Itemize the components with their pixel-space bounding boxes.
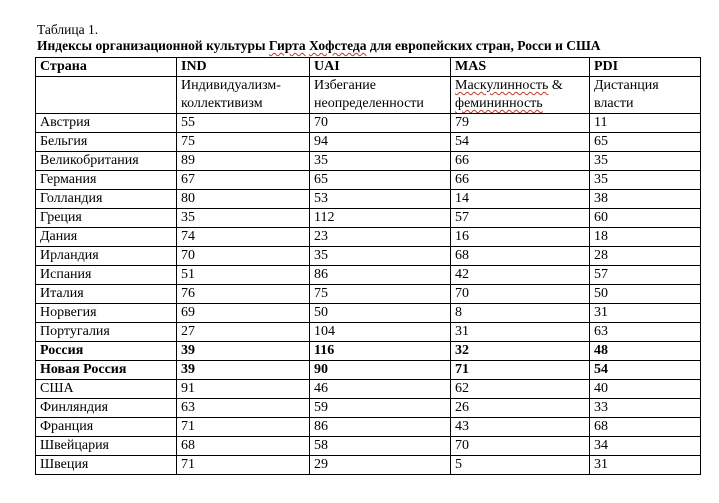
header-country: Страна	[36, 58, 177, 77]
uai-cell: 58	[310, 437, 451, 456]
header-pdi: PDI	[590, 58, 701, 77]
pdi-cell: 40	[590, 380, 701, 399]
ind-cell: 27	[177, 323, 310, 342]
country-cell: Италия	[36, 285, 177, 304]
pdi-cell: 31	[590, 304, 701, 323]
uai-cell: 94	[310, 133, 451, 152]
pdi-cell: 38	[590, 190, 701, 209]
table-row	[36, 380, 701, 399]
ind-cell: 80	[177, 190, 310, 209]
table-row	[36, 418, 701, 437]
country-cell: Дания	[36, 228, 177, 247]
pdi-cell: 60	[590, 209, 701, 228]
mas-cell: 57	[451, 209, 590, 228]
ind-cell: 69	[177, 304, 310, 323]
country-cell: Швейцария	[36, 437, 177, 456]
ind-cell: 71	[177, 456, 310, 475]
header-mas: MAS	[451, 58, 590, 77]
uai-cell: 46	[310, 380, 451, 399]
pdi-cell: 33	[590, 399, 701, 418]
pdi-cell: 35	[590, 171, 701, 190]
ind-cell: 76	[177, 285, 310, 304]
mas-ampersand: &	[548, 78, 563, 93]
table-row	[36, 114, 701, 133]
title-text-before: Индексы организационной культуры	[37, 38, 269, 53]
country-cell: Испания	[36, 266, 177, 285]
country-cell: Финляндия	[36, 399, 177, 418]
ind-cell: 39	[177, 361, 310, 380]
ind-cell: 68	[177, 437, 310, 456]
country-cell: Великобритания	[36, 152, 177, 171]
table-title	[37, 38, 601, 54]
table-row	[36, 285, 701, 304]
uai-cell: 50	[310, 304, 451, 323]
uai-cell: 35	[310, 152, 451, 171]
uai-cell: 29	[310, 456, 451, 475]
mas-cell: 70	[451, 437, 590, 456]
table-row	[36, 399, 701, 418]
mas-cell: 79	[451, 114, 590, 133]
country-cell: Греция	[36, 209, 177, 228]
title-name-gert: Гирта	[268, 38, 306, 53]
pdi-cell: 63	[590, 323, 701, 342]
header-row	[36, 58, 701, 77]
pdi-cell: 18	[590, 228, 701, 247]
country-cell: Новая Россия	[36, 361, 177, 380]
country-cell: Франция	[36, 418, 177, 437]
ind-cell: 91	[177, 380, 310, 399]
subheader-row	[36, 77, 701, 114]
subheader-ind: Индивидуализм-коллективизм	[177, 77, 310, 114]
ind-cell: 75	[177, 133, 310, 152]
uai-cell: 112	[310, 209, 451, 228]
hofstede-index-table	[35, 57, 701, 475]
pdi-cell: 65	[590, 133, 701, 152]
mas-cell: 26	[451, 399, 590, 418]
ind-cell: 39	[177, 342, 310, 361]
uai-cell: 86	[310, 266, 451, 285]
table-row	[36, 152, 701, 171]
country-cell: США	[36, 380, 177, 399]
mas-cell: 66	[451, 152, 590, 171]
uai-cell: 116	[310, 342, 451, 361]
table-row	[36, 247, 701, 266]
ind-cell: 70	[177, 247, 310, 266]
mas-cell: 42	[451, 266, 590, 285]
table-row	[36, 437, 701, 456]
mas-cell: 14	[451, 190, 590, 209]
header-uai: UAI	[310, 58, 451, 77]
country-cell: Германия	[36, 171, 177, 190]
subheader-pdi: Дистанция власти	[590, 77, 701, 114]
ind-cell: 63	[177, 399, 310, 418]
header-ind: IND	[177, 58, 310, 77]
subheader-uai: Избегание неопределенности	[310, 77, 451, 114]
mas-cell: 16	[451, 228, 590, 247]
country-cell: Норвегия	[36, 304, 177, 323]
mas-cell: 66	[451, 171, 590, 190]
country-cell: Бельгия	[36, 133, 177, 152]
uai-cell: 65	[310, 171, 451, 190]
uai-cell: 53	[310, 190, 451, 209]
country-cell: Ирландия	[36, 247, 177, 266]
country-cell: Португалия	[36, 323, 177, 342]
pdi-cell: 31	[590, 456, 701, 475]
country-cell: Голландия	[36, 190, 177, 209]
title-name-hofstede: Хофстеда	[309, 38, 367, 53]
table-row	[36, 323, 701, 342]
table-row	[36, 133, 701, 152]
pdi-cell: 57	[590, 266, 701, 285]
mas-cell: 62	[451, 380, 590, 399]
table-row	[36, 228, 701, 247]
ind-cell: 67	[177, 171, 310, 190]
table-row	[36, 190, 701, 209]
mas-cell: 5	[451, 456, 590, 475]
mas-cell: 43	[451, 418, 590, 437]
ind-cell: 35	[177, 209, 310, 228]
country-cell: Австрия	[36, 114, 177, 133]
mas-cell: 32	[451, 342, 590, 361]
uai-cell: 23	[310, 228, 451, 247]
pdi-cell: 50	[590, 285, 701, 304]
uai-cell: 104	[310, 323, 451, 342]
pdi-cell: 11	[590, 114, 701, 133]
uai-cell: 75	[310, 285, 451, 304]
mas-cell: 31	[451, 323, 590, 342]
mas-cell: 71	[451, 361, 590, 380]
table-body	[36, 114, 701, 475]
country-cell: Россия	[36, 342, 177, 361]
subheader-mas	[451, 77, 590, 114]
table-row	[36, 266, 701, 285]
pdi-cell: 54	[590, 361, 701, 380]
uai-cell: 90	[310, 361, 451, 380]
subheader-empty	[36, 77, 177, 114]
table-row	[36, 456, 701, 475]
mas-word-masculinity: Маскулинность	[455, 78, 549, 93]
country-cell: Швеция	[36, 456, 177, 475]
table-row	[36, 342, 701, 361]
table-row	[36, 209, 701, 228]
pdi-cell: 34	[590, 437, 701, 456]
ind-cell: 74	[177, 228, 310, 247]
pdi-cell: 28	[590, 247, 701, 266]
ind-cell: 55	[177, 114, 310, 133]
ind-cell: 71	[177, 418, 310, 437]
mas-cell: 68	[451, 247, 590, 266]
mas-cell: 54	[451, 133, 590, 152]
mas-word-femininity: фемининность	[455, 96, 543, 111]
uai-cell: 35	[310, 247, 451, 266]
pdi-cell: 35	[590, 152, 701, 171]
uai-cell: 86	[310, 418, 451, 437]
table-caption: Таблица 1.	[37, 22, 99, 37]
pdi-cell: 68	[590, 418, 701, 437]
table-row	[36, 304, 701, 323]
pdi-cell: 48	[590, 342, 701, 361]
title-text-after: для европейских стран, Росси и США	[366, 38, 601, 53]
mas-cell: 70	[451, 285, 590, 304]
ind-cell: 89	[177, 152, 310, 171]
table-row	[36, 171, 701, 190]
table-row	[36, 361, 701, 380]
ind-cell: 51	[177, 266, 310, 285]
uai-cell: 70	[310, 114, 451, 133]
mas-cell: 8	[451, 304, 590, 323]
uai-cell: 59	[310, 399, 451, 418]
